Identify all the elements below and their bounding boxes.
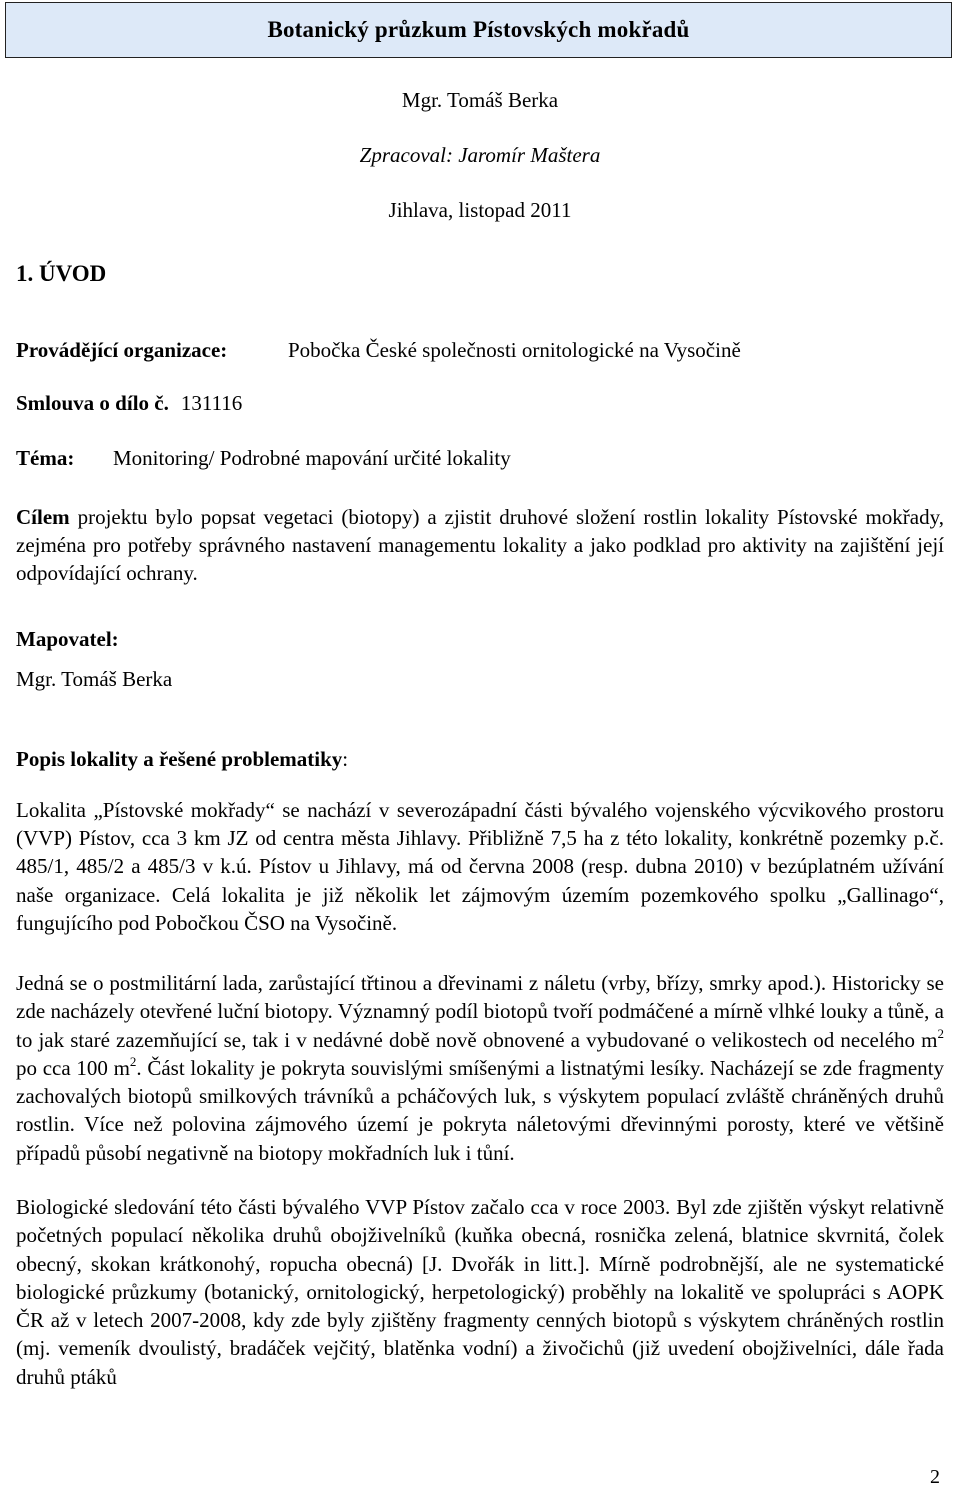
organization-value: Pobočka České společnosti ornitologické na Vysočině — [288, 338, 741, 362]
description-paragraph-2 — [16, 969, 944, 1167]
author: Mgr. Tomáš Berka — [401, 88, 559, 112]
description-heading-row — [16, 747, 348, 772]
p2-part-c: . Část lokality je pokryta souvislými smíšenými a listnatými lesíky. Nacházejí se zde fragmenty zachovalých biotopů smilkových trávníků a pcháčových luk, s výskytem populací zvláště chráněných druhů rostlin. Více než polovina zájmového území je pokryta náletovými dřevinnými porosty, které ve většině případů působí negativně na biotopy mokřadních luk i tůní. — [16, 1055, 944, 1165]
description-paragraph-1: Lokalita „Pístovské mokřady“ se nachází v severozápadní části bývalého vojenského výcvikového prostoru (VVP) Pístov, cca 3 km JZ od centra města Jihlavy. Přibližně 7,5 ha z této lokality, konkrétně pozemky p.č. 485/1, 485/2 a 485/3 v k.ú. Pístov u Jihlavy, má od června 2008 (resp. dubna 2010) v bezúplatném užívání naše organizace. Celá lokalita je již několik let zájmovým územím pozemkového spolku „Gallinago“, fungujícího pod Pobočkou ČSO na Vysočině. — [16, 798, 944, 935]
processed-by: Zpracoval: Jaromír Maštera — [359, 143, 601, 167]
contract-label: Smlouva o dílo č. — [16, 391, 169, 415]
contract-row — [16, 391, 242, 416]
page-number: 2 — [930, 1466, 940, 1488]
description-heading-colon: : — [342, 747, 349, 771]
organization-label: Provádějící organizace: — [16, 338, 228, 362]
goal-text: projektu bylo popsat vegetaci (biotopy) a zjistit druhové složení rostlin lokality Pístovské mokřady, zejména pro potřeby správného nastavení managementu lokality a jako podklad pro aktivity na zajištění její odpovídající ochrany. — [16, 505, 944, 586]
topic-label: Téma: — [16, 446, 75, 470]
mapper-label: Mapovatel: — [16, 627, 119, 651]
p2-superscript-2: 2 — [129, 1053, 137, 1069]
p2-part-b: po cca 100 m — [16, 1055, 130, 1080]
document-title: Botanický průzkum Pístovských mokřadů — [267, 17, 690, 42]
title-banner — [5, 2, 952, 58]
topic-value: Monitoring/ Podrobné mapování určité lokality — [113, 446, 511, 470]
p2-superscript-1: 2 — [937, 1025, 944, 1041]
p2-part-a: Jedná se o postmilitární lada, zarůstající třtinou a dřevinami z náletu (vrby, břízy, smrky apod.). Historicky se zde nacházely otevřené luční biotopy. Významný podíl biotopů tvoří podmáčené a mírně vlhké louky a tůně, a to jak staré zazemňující se, tak i v nedávné době nově obnovené a vybudované o velikostech od necelého m — [16, 971, 944, 1052]
contract-value: 131116 — [180, 391, 243, 415]
description-heading: Popis lokality a řešené problematiky — [16, 747, 343, 771]
description-paragraph-3: Biologické sledování této části bývalého VVP Pístov začalo cca v roce 2003. Byl zde zjištěn výskyt relativně početných populací několika druhů obojživelníků (kuňka obecná, rosnička zelená, blatnice skvrnitá, čolek obecný, skokan krátkonohý, ropucha obecná) [J. Dvořák in litt.]. Mírně podrobnější, ale ne systematické biologické průzkumy (botanický, ornitologický, herpetologický) proběhly na lokalitě ve spolupráci s AOPK ČR až v letech 2007-2008, kdy zde byly zjištěny fragmenty cenných biotopů s výskytem chráněných rostlin (mj. vemeník dvoulistý, bradáček vejčitý, blatěnka vodní) a živočichů (již uvedení obojživelníci, dále řada druhů ptáků — [16, 1195, 944, 1389]
mapper-name: Mgr. Tomáš Berka — [16, 667, 173, 691]
goal-lead: Cílem — [16, 505, 70, 529]
goal-paragraph — [16, 503, 944, 588]
section-heading: 1. ÚVOD — [16, 261, 107, 286]
place-date: Jihlava, listopad 2011 — [388, 198, 572, 222]
